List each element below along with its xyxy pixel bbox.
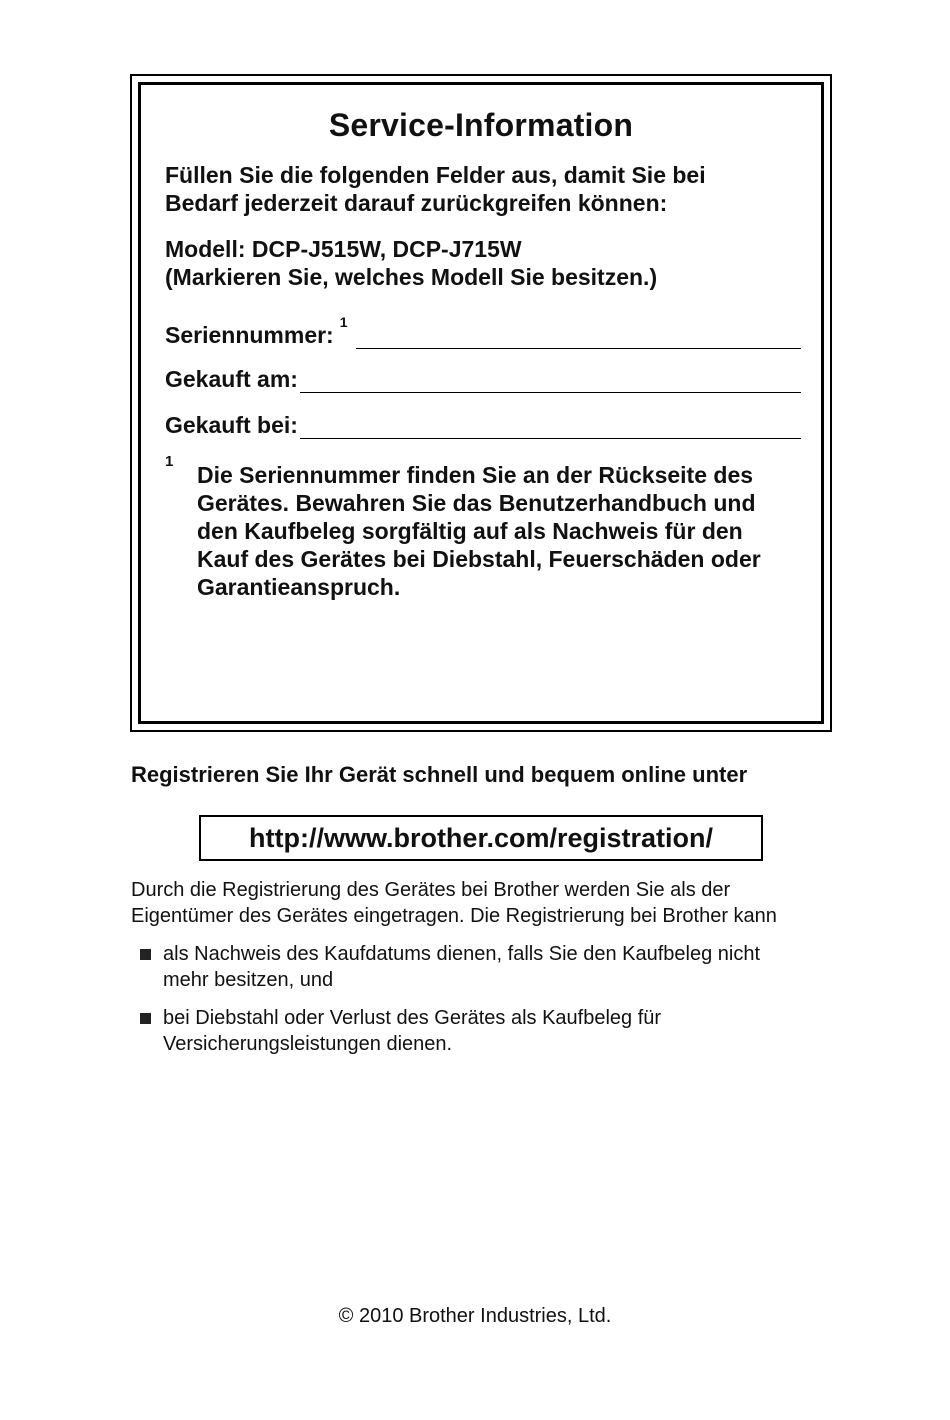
footnote-line: Gerätes. Bewahren Sie das Benutzerhandbuch und xyxy=(197,490,756,516)
bullet-line-1: als Nachweis des Kaufdatums dienen, falls Sie den Kaufbeleg nicht xyxy=(163,943,761,965)
serial-number-field[interactable] xyxy=(165,313,801,349)
purchase-date-write-line[interactable] xyxy=(300,392,801,393)
intro-line-1: Füllen Sie die folgenden Felder aus, damit Sie bei xyxy=(165,162,706,188)
list-item xyxy=(140,941,840,993)
purchase-place-field[interactable] xyxy=(165,403,801,439)
purchase-place-label: Gekauft bei: xyxy=(165,412,298,438)
serial-number-label xyxy=(165,314,348,349)
footnote-line: Kauf des Gerätes bei Diebstahl, Feuerschäden oder xyxy=(197,546,761,572)
service-information-inner-frame xyxy=(138,82,824,724)
footnote-number: 1 xyxy=(165,453,174,470)
footnote-line: Garantieanspruch. xyxy=(197,574,401,600)
service-information-box xyxy=(130,74,832,732)
bullet-text xyxy=(163,941,760,993)
bullet-line-1: bei Diebstahl oder Verlust des Gerätes als Kaufbeleg für xyxy=(163,1007,662,1029)
serial-number-write-line[interactable] xyxy=(356,348,801,349)
registration-url-link[interactable]: http://www.brother.com/registration/ xyxy=(199,815,763,861)
copyright-notice: © 2010 Brother Industries, Ltd. xyxy=(338,1305,612,1327)
serial-number-label-text: Seriennummer: xyxy=(165,322,334,348)
registration-heading: Registrieren Sie Ihr Gerät schnell und bequem online unter xyxy=(131,762,748,787)
footnote-line: Die Seriennummer finden Sie an der Rückseite des xyxy=(197,462,754,488)
footnote-text xyxy=(197,461,803,601)
bullet-line-2: Versicherungsleistungen dienen. xyxy=(163,1033,453,1055)
model-line-2: (Markieren Sie, welches Modell Sie besitzen.) xyxy=(165,264,658,290)
serial-footnote-mark: 1 xyxy=(339,314,348,330)
service-title: Service-Information xyxy=(328,107,634,143)
service-intro xyxy=(165,161,805,217)
purchase-place-write-line[interactable] xyxy=(300,438,801,439)
purchase-date-label: Gekauft am: xyxy=(165,366,298,392)
footnote-line: den Kaufbeleg sorgfältig auf als Nachweis für den xyxy=(197,518,743,544)
list-item xyxy=(140,1005,840,1057)
model-info xyxy=(165,235,805,291)
paragraph-line-1: Durch die Registrierung des Gerätes bei Brother werden Sie als der xyxy=(131,879,731,901)
bullet-line-2: mehr besitzen, und xyxy=(163,969,334,991)
square-bullet-icon xyxy=(140,949,151,960)
registration-paragraph xyxy=(131,877,851,929)
intro-line-2: Bedarf jederzeit darauf zurückgreifen können: xyxy=(165,190,668,216)
purchase-date-field[interactable] xyxy=(165,357,801,393)
bullet-text xyxy=(163,1005,661,1057)
square-bullet-icon xyxy=(140,1013,151,1024)
paragraph-line-2: Eigentümer des Gerätes eingetragen. Die Registrierung bei Brother kann xyxy=(131,905,777,927)
model-line-1: Modell: DCP-J515W, DCP-J715W xyxy=(165,236,522,262)
